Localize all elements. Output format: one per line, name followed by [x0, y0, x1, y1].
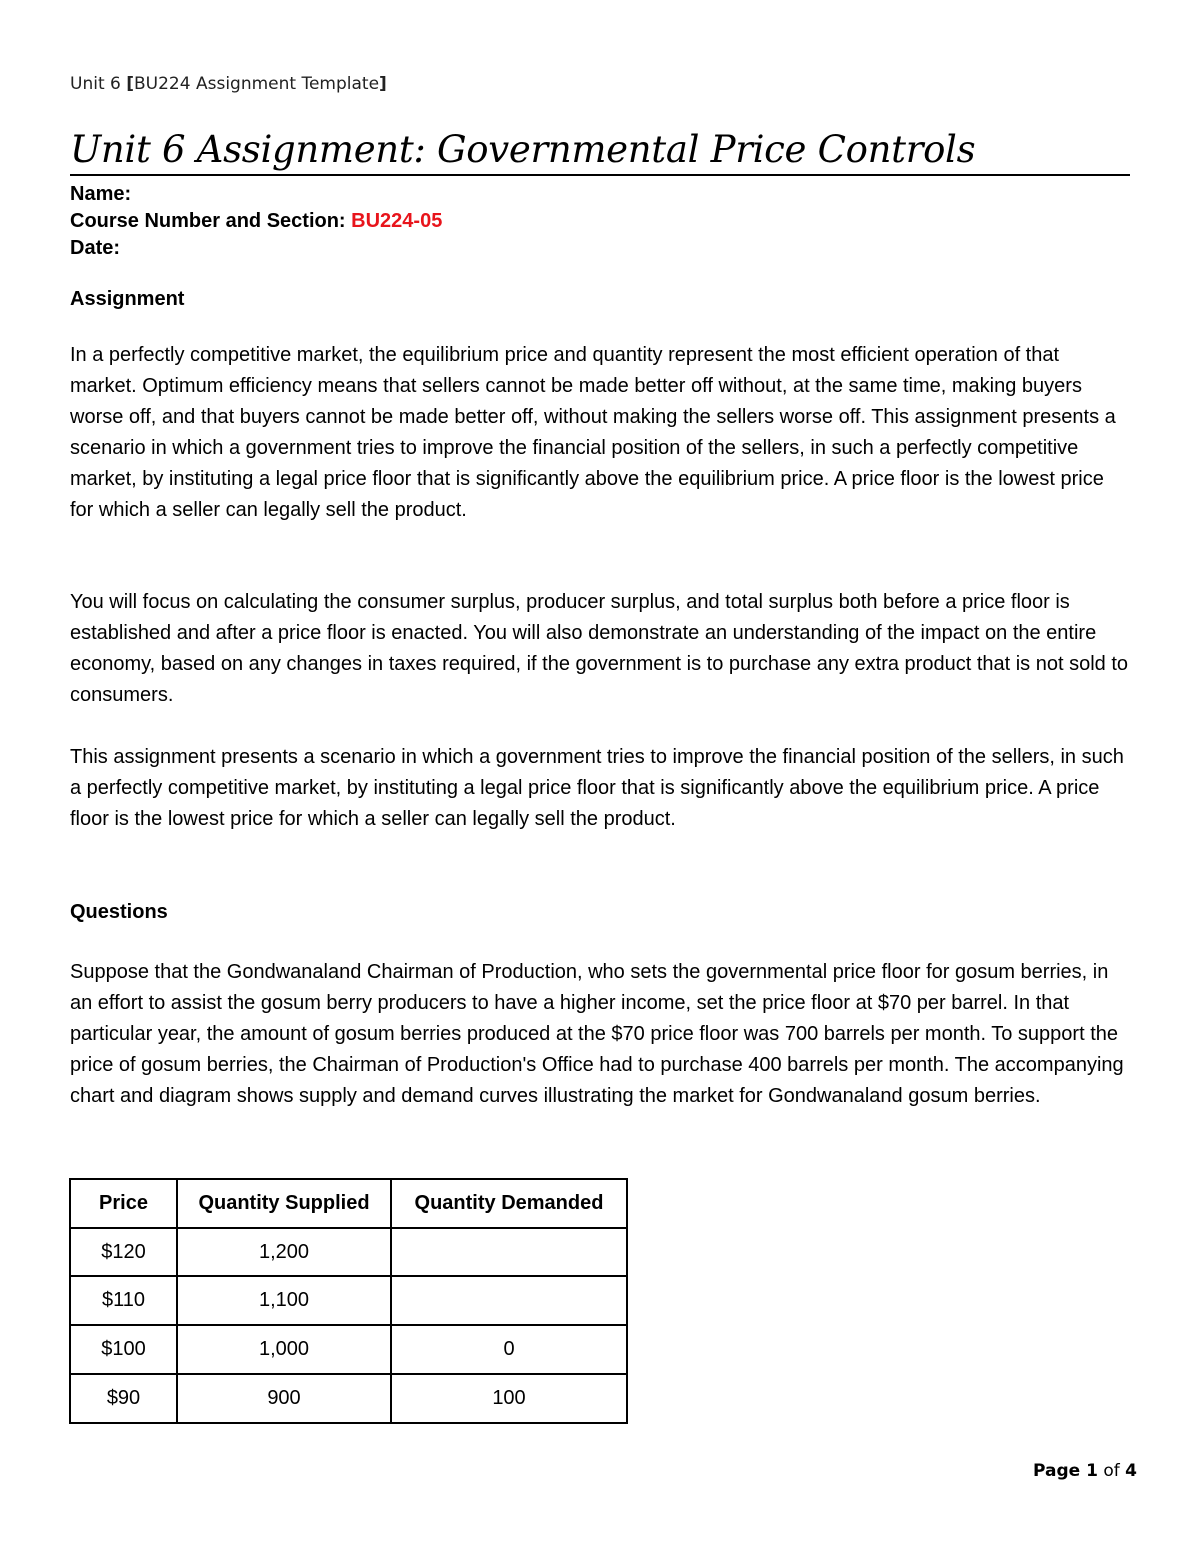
table-cell: 900 — [177, 1374, 391, 1423]
table-row — [70, 1325, 627, 1374]
footer-page-total: 4 — [1125, 1461, 1137, 1481]
table-cell: $100 — [70, 1325, 177, 1374]
footer-page-number: 1 — [1086, 1461, 1098, 1481]
table-header-quantity-supplied: Quantity Supplied — [177, 1179, 391, 1228]
course-label: Course Number and Section: — [70, 210, 352, 232]
table-cell: 0 — [391, 1325, 627, 1374]
questions-heading: Questions — [70, 901, 168, 923]
table-header-price: Price — [70, 1179, 177, 1228]
course-value: BU224-05 — [351, 210, 443, 232]
assignment-paragraph-3: This assignment presents a scenario in which a government tries to improve the financial position of the sellers, in such a perfectly competitive market, by instituting a legal price floor that is significantly above the equilibrium price. A price floor is the lowest price for which a seller can legally sell the product. — [70, 746, 1124, 830]
student-info — [70, 181, 442, 262]
header-bracket-open: [ — [126, 74, 135, 94]
footer-page-label: Page — [1033, 1461, 1087, 1481]
table-cell — [391, 1276, 627, 1325]
header-prefix: Unit 6 — [70, 74, 127, 94]
table-row — [70, 1228, 627, 1276]
table-cell: $120 — [70, 1228, 177, 1276]
date-label: Date: — [70, 237, 121, 259]
page-header — [70, 74, 387, 94]
table-cell: 1,100 — [177, 1276, 391, 1325]
name-label: Name: — [70, 183, 132, 205]
header-bracket-close: ] — [379, 74, 387, 94]
page-footer — [1033, 1461, 1137, 1481]
table-cell: 1,000 — [177, 1325, 391, 1374]
table-cell — [391, 1228, 627, 1276]
footer-of-label: of — [1097, 1461, 1126, 1481]
table-row — [70, 1276, 627, 1325]
table-cell: 1,200 — [177, 1228, 391, 1276]
assignment-paragraph-2: You will focus on calculating the consumer surplus, producer surplus, and total surplus both before a price floor is established and after a price floor is enacted. You will also demonstrate an understanding of the impact on the entire economy, based on any changes in taxes required, if the government is to purchase any extra product that is not sold to consumers. — [70, 591, 1129, 706]
header-template-name: BU224 Assignment Template — [134, 74, 380, 94]
assignment-heading: Assignment — [70, 288, 185, 310]
course-line — [70, 208, 442, 235]
table-row — [70, 1374, 627, 1423]
table-cell: $110 — [70, 1276, 177, 1325]
document-title: Unit 6 Assignment: Governmental Price Controls — [70, 126, 1130, 176]
table-header-row — [70, 1179, 627, 1228]
assignment-paragraph-1: In a perfectly competitive market, the equilibrium price and quantity represent the most efficient operation of that market. Optimum efficiency means that sellers cannot be made better off without, at the same time, making buyers worse off, and that buyers cannot be made better off, without making the sellers worse off. This assignment presents a scenario in which a government tries to improve the financial position of the sellers, in such a perfectly competitive market, by instituting a legal price floor that is significantly above the equilibrium price. A price floor is the lowest price for which a seller can legally sell the product. — [70, 344, 1116, 521]
supply-demand-table — [69, 1178, 628, 1424]
questions-paragraph: Suppose that the Gondwanaland Chairman of Production, who sets the governmental price floor for gosum berries, in an effort to assist the gosum berry producers to have a higher income, set the price floor at $70 per barrel. In that particular year, the amount of gosum berries produced at the $70 price floor was 700 barrels per month. To support the price of gosum berries, the Chairman of Production's Office had to purchase 400 barrels per month. The accompanying chart and diagram shows supply and demand curves illustrating the market for Gondwanaland gosum berries. — [70, 961, 1124, 1107]
table-header-quantity-demanded: Quantity Demanded — [391, 1179, 627, 1228]
table-cell: $90 — [70, 1374, 177, 1423]
table-cell: 100 — [391, 1374, 627, 1423]
